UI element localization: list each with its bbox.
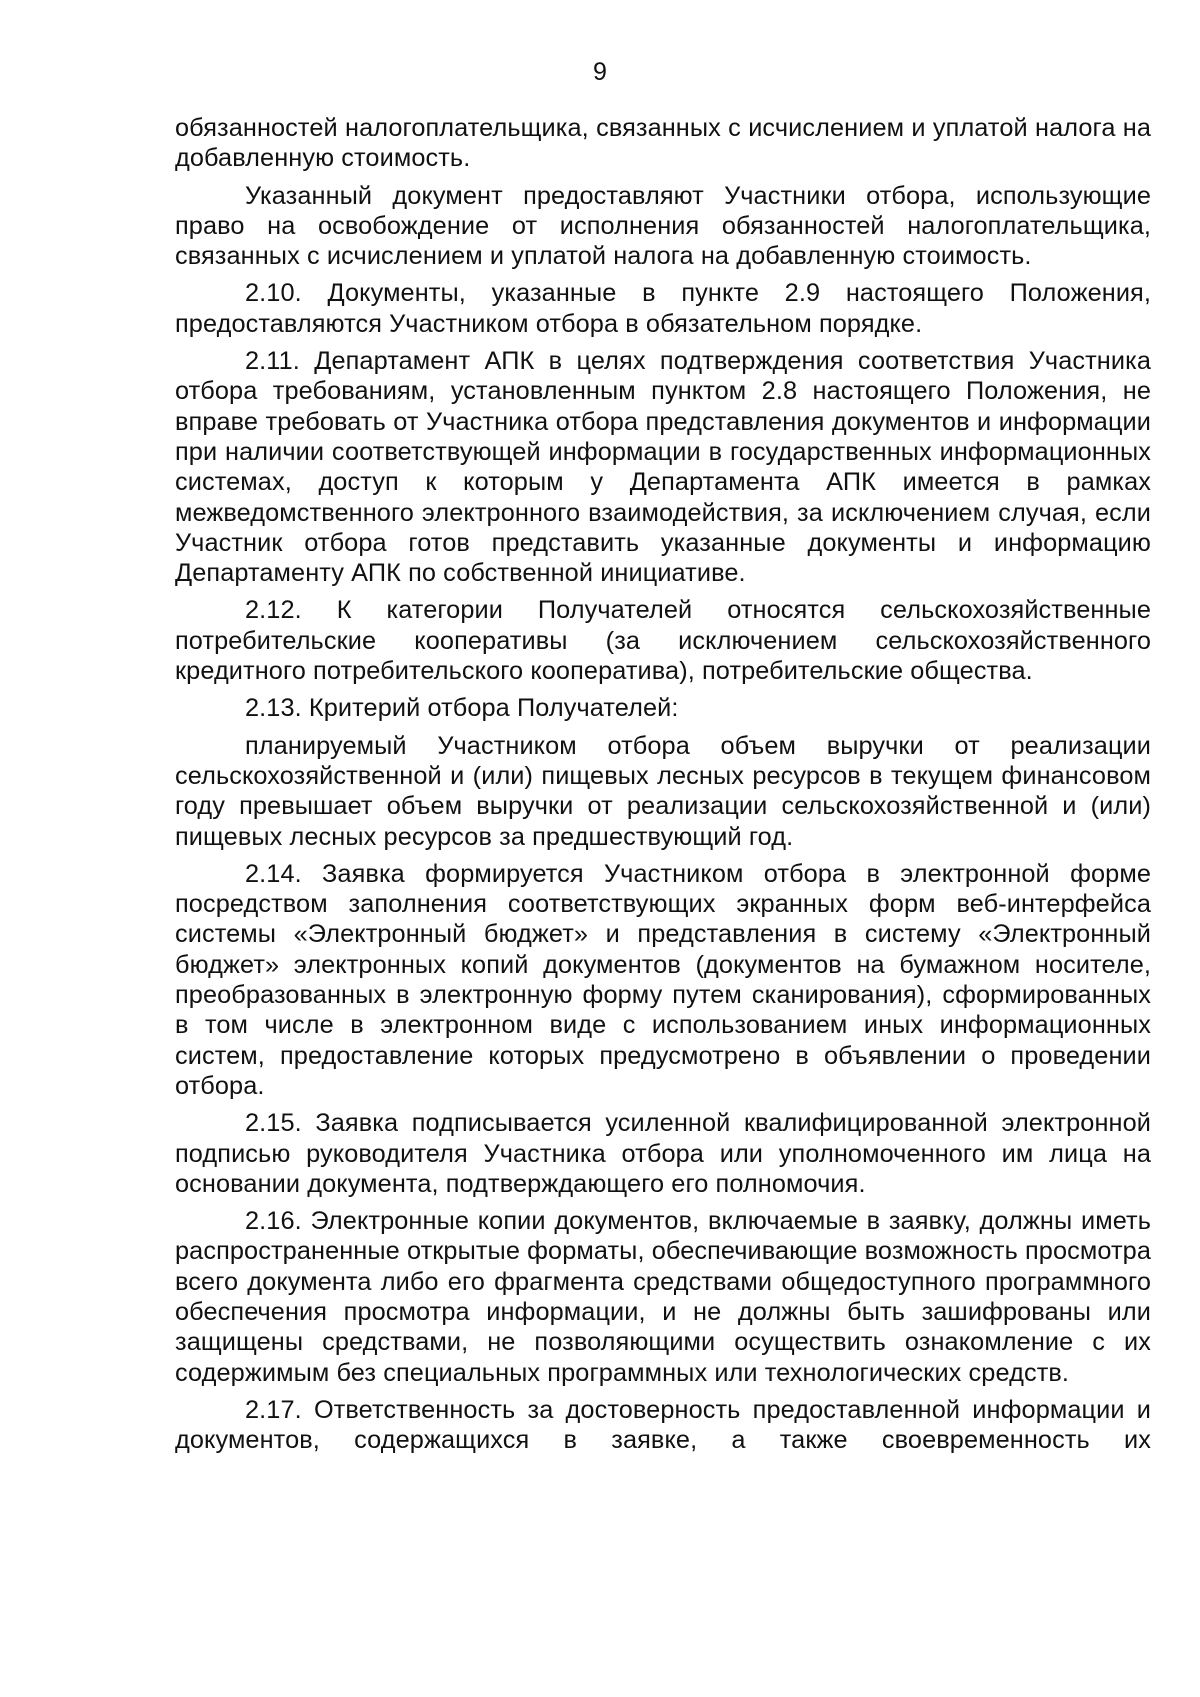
paragraph-2-16: 2.16. Электронные копии документов, включаемые в заявку, должны иметь распространенные открытые форматы, обеспечивающие возможность просмотра всего документа либо его фрагмента средствами общедоступного программного обеспечения просмотра информации, и не должны быть зашифрованы или защищены средствами, не позволяющими осуществить ознакомление с их содержимым без специальных программных или технологических средств. (175, 1207, 1152, 1387)
paragraph-2-14: 2.14. Заявка формируется Участником отбора в электронной форме посредством заполнения соответствующих экранных форм веб-интерфейса системы «Электронный бюджет» и представления в систему «Электронный бюджет» электронных копий документов (документов на бумажном носителе, преобразованных в электронную форму путем сканирования), сформированных в том числе в электронном виде с использованием иных информационных систем, предоставление которых предусмотрено в объявлении о проведении отбора. (175, 859, 1151, 1100)
document-body (175, 113, 1151, 1462)
paragraph-criterion: планируемый Участником отбора объем выручки от реализации сельскохозяйственной и (или) пищевых лесных ресурсов в текущем финансовом году превышает объем выручки от реализации сельскохозяйственной и (или) пищевых лесных ресурсов за предшествующий год. (175, 731, 1151, 851)
paragraph-continuation: обязанностей налогоплательщика, связанных с исчислением и уплатой налога на добавленную стоимость. (175, 114, 1151, 173)
paragraph-2-11: 2.11. Департамент АПК в целях подтверждения соответствия Участника отбора требованиям, установленным пунктом 2.8 настоящего Положения, не вправе требовать от Участника отбора представления документов и информации при наличии соответствующей информации в государственных информационных системах, доступ к которым у Департамента АПК имеется в рамках межведомственного электронного взаимодействия, за исключением случая, если Участник отбора готов представить указанные документы и информацию Департаменту АПК по собственной инициативе. (175, 347, 1151, 588)
page-number: 9 (593, 58, 607, 86)
paragraph-2-17: 2.17. Ответственность за достоверность предоставленной информации и документов, содержащихся в заявке, а также своевременность их (175, 1395, 1151, 1455)
paragraph-2-13: 2.13. Критерий отбора Получателей: (245, 694, 679, 723)
paragraph-2-12: 2.12. К категории Получателей относятся сельскохозяйственные потребительские кооперативы (за исключением сельскохозяйственного кредитного потребительского кооператива), потребительские общества. (175, 596, 1151, 686)
paragraph-2-15: 2.15. Заявка подписывается усиленной квалифицированной электронной подписью руководителя Участника отбора или уполномоченного им лица на основании документа, подтверждающего его полномочия. (175, 1109, 1151, 1198)
paragraph-document-note: Указанный документ предоставляют Участники отбора, использующие право на освобождение от исполнения обязанностей налогоплательщика, связанных с исчислением и уплатой налога на добавленную стоимость. (175, 181, 1151, 271)
paragraph-2-10: 2.10. Документы, указанные в пункте 2.9 настоящего Положения, предоставляются Участником отбора в обязательном порядке. (175, 279, 1151, 338)
